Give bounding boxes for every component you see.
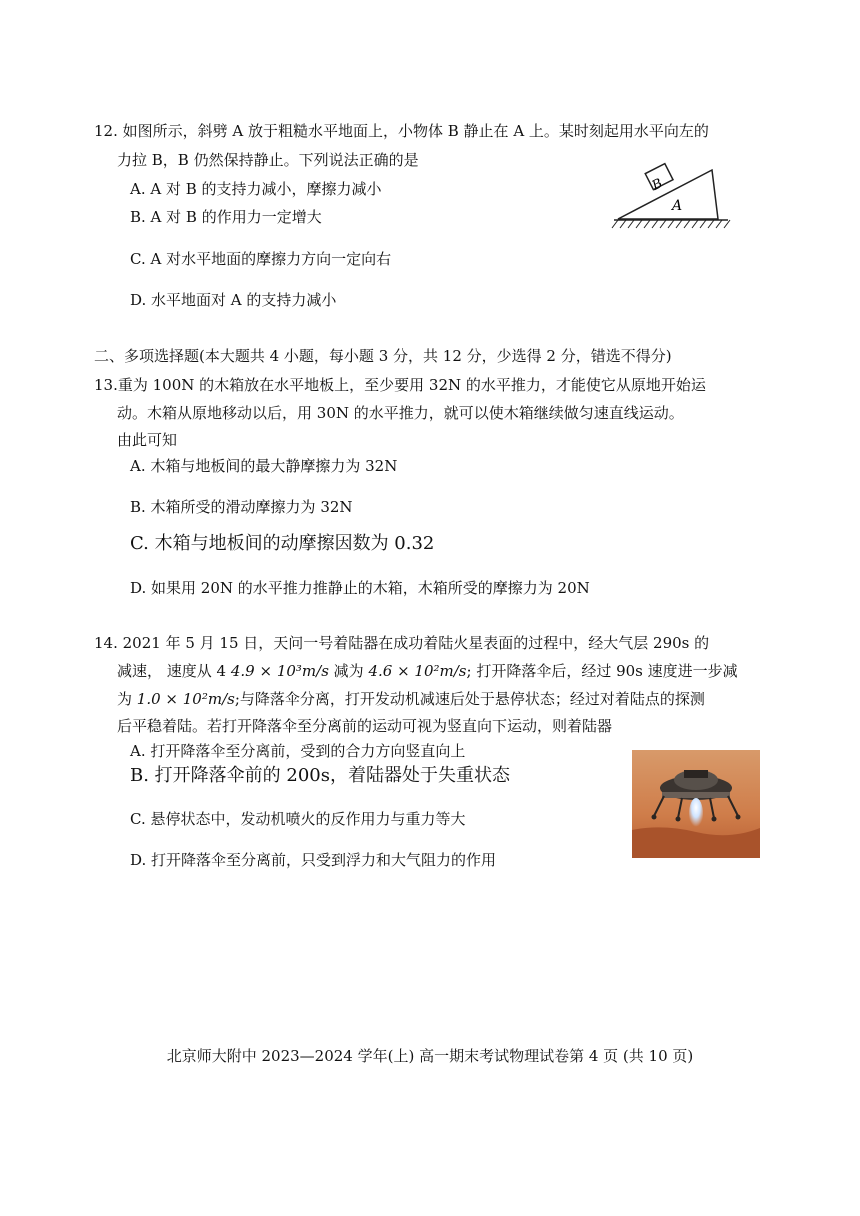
q14-stem-line2-part-c: ; 打开降落伞后，经过 90s 速度进一步减 xyxy=(466,662,738,680)
mars-lander-photo xyxy=(632,750,760,858)
q12-option-c: C. A 对水平地面的摩擦力方向一定向右 xyxy=(130,250,392,268)
q14-option-a: A. 打开降落伞至分离前，受到的合力方向竖直向上 xyxy=(130,742,466,760)
q13-option-b: B. 木箱所受的滑动摩擦力为 32N xyxy=(130,498,353,516)
q14-stem-line2 xyxy=(117,661,738,681)
block-label-b: B xyxy=(649,176,666,194)
q12-option-a: A. A 对 B 的支持力减小，摩擦力减小 xyxy=(130,180,382,198)
q14-stem-line3-part-a: 为 xyxy=(117,690,137,708)
q14-velocity-third: 1.0 × 10²m/s xyxy=(136,690,235,708)
engine-plume xyxy=(689,798,703,830)
q14-option-b: B. 打开降落伞前的 200s，着陆器处于失重状态 xyxy=(130,765,510,786)
q14-stem-line3-part-b: ;与降落伞分离，打开发动机减速后处于悬停状态；经过对着陆点的探测 xyxy=(234,690,705,708)
q14-stem-line2-part-b: 减为 xyxy=(328,662,369,680)
q12-stem-line2: 力拉 B，B 仍然保持静止。下列说法正确的是 xyxy=(117,151,419,169)
q14-velocity-second: 4.6 × 10²m/s xyxy=(368,662,467,680)
wedge-diagram xyxy=(610,162,735,232)
q13-option-a: A. 木箱与地板间的最大静摩擦力为 32N xyxy=(130,457,398,475)
q12-stem-line1: 12. 如图所示，斜劈 A 放于粗糙水平地面上，小物体 B 静止在 A 上。某时刻起用水平向左的 xyxy=(94,122,709,140)
wedge-a xyxy=(618,170,718,219)
wedge-label-a: A xyxy=(672,198,683,214)
q14-stem-line1: 14. 2021 年 5 月 15 日，天问一号着陆器在成功着陆火星表面的过程中，经大气层 290s 的 xyxy=(94,634,710,652)
q14-velocity-initial: 4.9 × 10³m/s xyxy=(230,662,329,680)
q14-stem-line3 xyxy=(117,689,705,709)
page-footer: 北京师大附中 2023—2024 学年(上) 高一期末考试物理试卷第 4 页 (共 10 页) xyxy=(166,1047,694,1065)
q12-option-b: B. A 对 B 的作用力一定增大 xyxy=(130,208,322,226)
q14-option-c: C. 悬停状态中，发动机喷火的反作用力与重力等大 xyxy=(130,810,466,828)
q14-stem-line2-part-a: 减速， 速度从 4 xyxy=(117,662,231,680)
q14-option-d: D. 打开降落伞至分离前，只受到浮力和大气阻力的作用 xyxy=(130,851,497,869)
section2-heading: 二、多项选择题(本大题共 4 小题，每小题 3 分，共 12 分，少选得 2 分，错选不得分) xyxy=(94,347,672,365)
q13-option-d: D. 如果用 20N 的水平推力推静止的木箱，木箱所受的摩擦力为 20N xyxy=(130,579,590,597)
q13-stem-line3: 由此可知 xyxy=(117,431,178,449)
q12-option-d: D. 水平地面对 A 的支持力减小 xyxy=(130,291,337,309)
ground-hatch xyxy=(612,220,730,228)
q13-stem-line2: 动。木箱从原地移动以后，用 30N 的水平推力，就可以使木箱继续做匀速直线运动。 xyxy=(117,404,684,422)
q14-stem-line4: 后平稳着陆。若打开降落伞至分离前的运动可视为竖直向下运动，则着陆器 xyxy=(117,717,613,735)
q13-option-c: C. 木箱与地板间的动摩擦因数为 0.32 xyxy=(130,533,435,554)
q13-stem-line1: 13.重为 100N 的木箱放在水平地板上，至少要用 32N 的水平推力，才能使它从原地开始运 xyxy=(94,376,706,394)
